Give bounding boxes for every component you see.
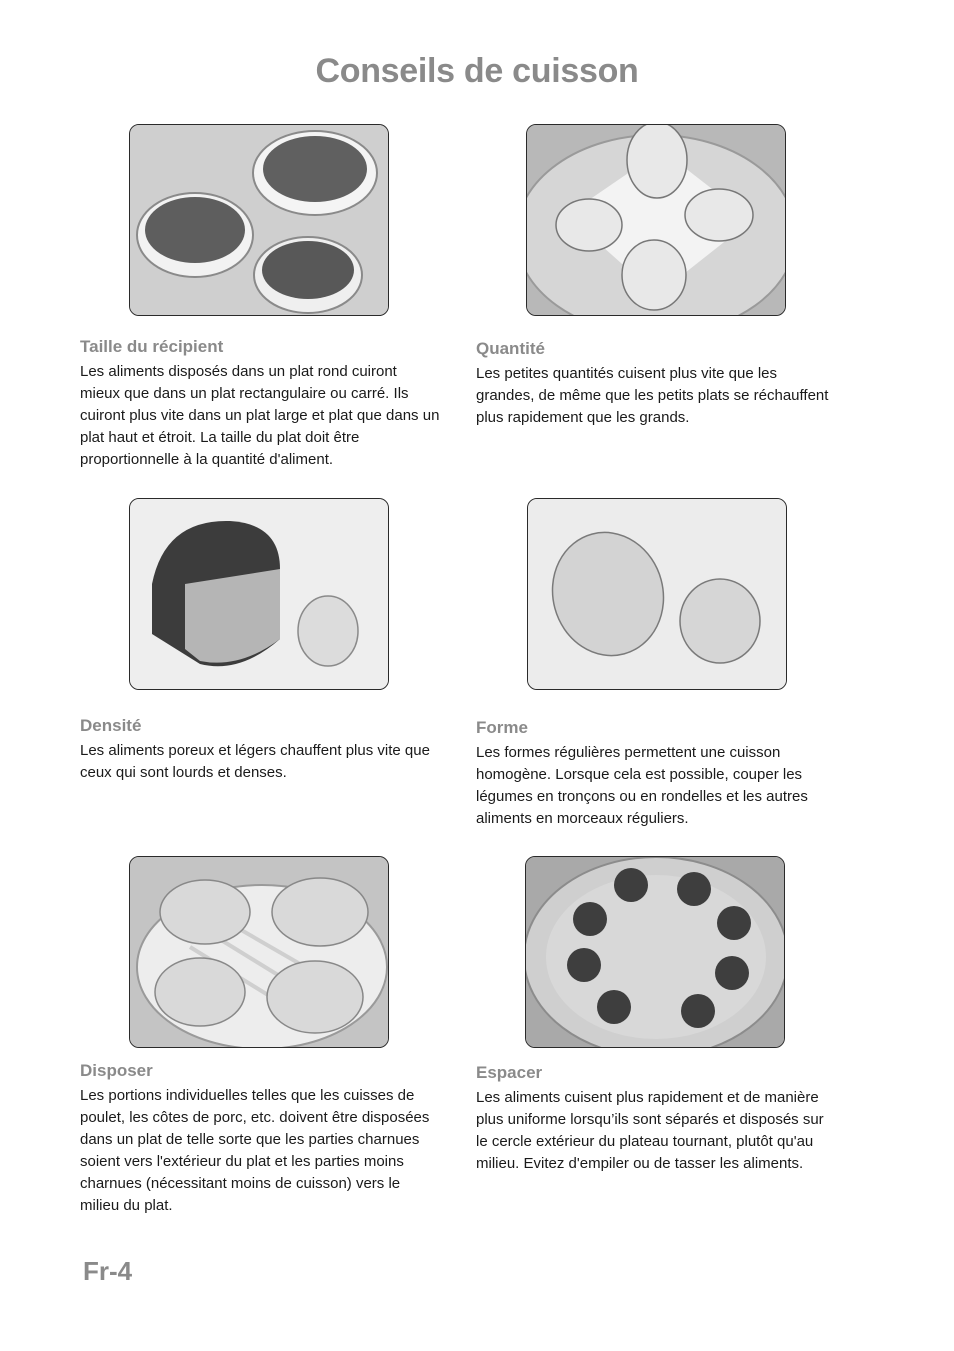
section-densite [80,716,440,784]
section-espacer [476,1063,836,1175]
chicken-legs-photo [129,856,389,1048]
section-disposer [80,1061,440,1217]
two-potatoes-photo [527,498,787,690]
ramekins-photo [129,124,389,316]
section-heading: Taille du récipient [80,337,224,356]
page-number: Fr-4 [83,1256,133,1286]
section-text: Les aliments poreux et légers chauffent plus vite que ceux qui sont lourds et denses. [80,742,430,781]
section-heading: Densité [80,716,142,735]
potatoes-on-plate-photo [526,124,786,316]
section-taille-du-recipient [80,337,440,471]
section-text: Les formes régulières permettent une cuisson homogène. Lorsque cela est possible, couper les légumes en tronçons ou en rondelles et les autres aliments en morceaux réguliers. [476,744,808,827]
section-quantite [476,339,836,429]
section-heading: Espacer [476,1063,543,1082]
section-heading: Forme [476,718,528,737]
section-text: Les petites quantités cuisent plus vite que les grandes, de même que les petits plats se réchauffent plus rapidement que les grands. [476,365,829,426]
section-text: Les portions individuelles telles que les cuisses de poulet, les côtes de porc, etc. doivent être disposées dans un plat de telle sorte que les parties charnues soient vers l'extérieur du plat et les parties moins charnues (nécessitant moins de cuisson) vers le milieu du plat. [80,1087,430,1214]
section-forme [476,718,836,830]
section-heading: Quantité [476,339,545,358]
meatballs-on-plate-photo [525,856,785,1048]
page-title: Conseils de cuisson [315,52,639,90]
section-heading: Disposer [80,1061,153,1080]
section-text: Les aliments cuisent plus rapidement et de manière plus uniforme lorsqu’ils sont séparés et disposés sur le cercle extérieur du plateau tournant, plutôt qu'au milieu. Evitez d'empiler ou de tasser les aliments. [476,1089,824,1172]
section-text: Les aliments disposés dans un plat rond cuiront mieux que dans un plat rectangulaire ou carré. Ils cuiront plus vite dans un plat large et plat que dans un plat haut et étroit. La taille du plat doit être proportionnelle à la quantité d'aliment. [80,363,440,468]
bread-and-potato-photo [129,498,389,690]
